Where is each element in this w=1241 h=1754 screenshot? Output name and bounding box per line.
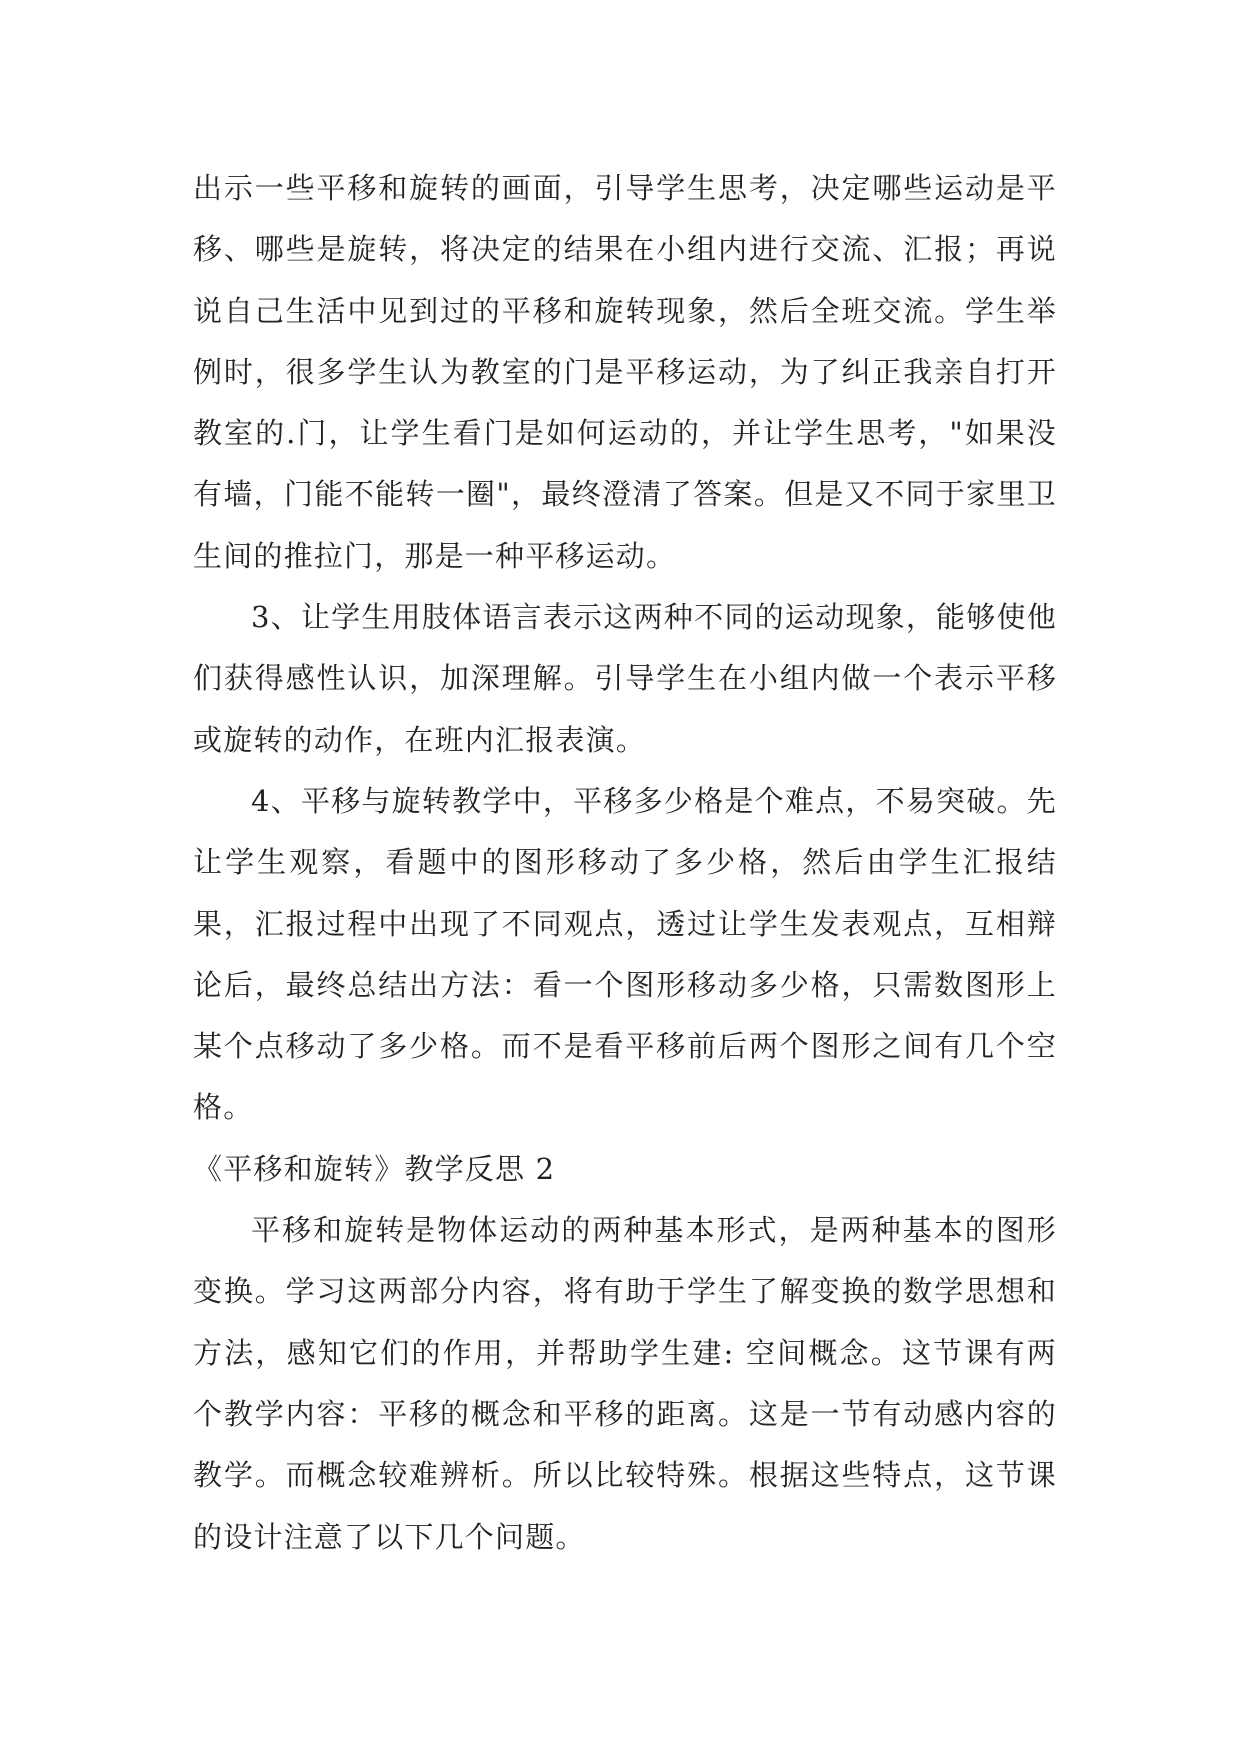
paragraph-point-3: 3、让学生用肢体语言表示这两种不同的运动现象，能够使他们获得感性认识，加深理解。引导学生在小组内做一个表示平移或旋转的动作，在班内汇报表演。 xyxy=(193,600,1057,757)
document-body xyxy=(193,158,1057,1568)
paragraph-point-4: 4、平移与旋转教学中，平移多少格是个难点，不易突破。先让学生观察，看题中的图形移动了多少格，然后由学生汇报结果，汇报过程中出现了不同观点，透过让学生发表观点，互相辩论后，最终总结出方法：看一个图形移动多少格，只需数图形上某个点移动了多少格。而不是看平移前后两个图形之间有几个空格。 xyxy=(193,783,1057,1125)
paragraph-continuation: 出示一些平移和旋转的画面，引导学生思考，决定哪些运动是平移、哪些是旋转，将决定的结果在小组内进行交流、汇报；再说说自己生活中见到过的平移和旋转现象，然后全班交流。学生举例时，很多学生认为教室的门是平移运动，为了纠正我亲自打开教室的.门，让学生看门是如何运动的，并让学生思考，"如果没有墙，门能不能转一圈"，最终澄清了答案。但是又不同于家里卫生间的推拉门，那是一种平移运动。 xyxy=(193,171,1057,573)
section-title: 《平移和旋转》教学反思 2 xyxy=(193,1151,556,1186)
paragraph-reflection-2: 平移和旋转是物体运动的两种基本形式，是两种基本的图形变换。学习这两部分内容，将有助于学生了解变换的数学思想和方法，感知它们的作用，并帮助学生建: 空间概念。这节课有两个教学内容：平移的概念和平移的距离。这是一节有动感内容的教学。而概念较难辨析。所以比较特殊。根据这些特点，这节课的设计注意了以下几个问题。 xyxy=(193,1213,1057,1554)
